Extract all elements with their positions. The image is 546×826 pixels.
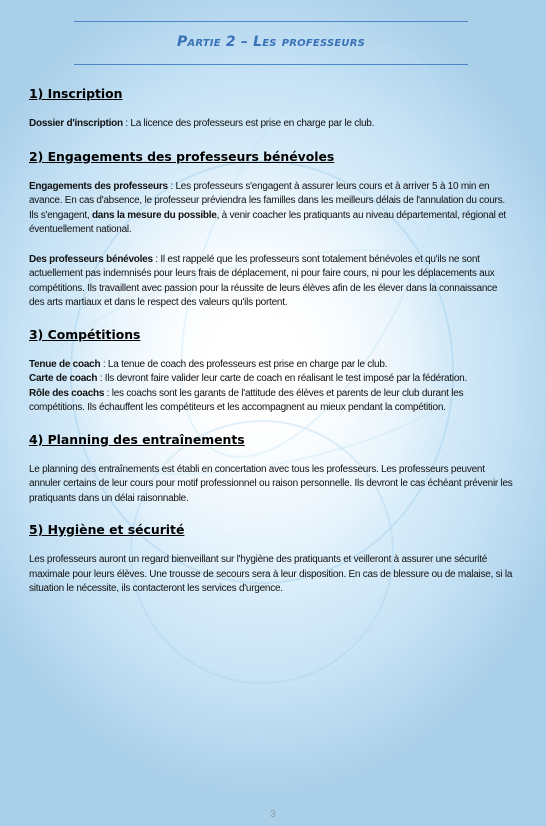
section-heading-engagements: 2) Engagements des professeurs bénévoles [29,148,335,164]
section-heading-inscription: 1) Inscription [29,86,123,101]
page-number: 3 [270,809,276,820]
page-title: Partie 2 – Les professeurs [176,34,366,50]
paragraph-professeurs-benevoles [29,253,515,311]
term-label: Carte de coach [29,373,98,384]
paragraph-dossier-inscription [29,117,515,132]
paragraph-text: : Il est rappelé que les professeurs sont totalement bénévoles et qu'ils ne sont actuellement pas indemnisés pour leurs frais de déplacement, ni pour faire cours, ni pour les déplacements aux compétitions. Ils travaillent avec passion pour la réussite de leurs élèves afin de les élever dans la connaissance des arts martiaux et dans le respect des valeurs qu'ils portent. [29,253,498,308]
paragraph-text: : La licence des professeurs est prise en charge par le club. [122,118,375,129]
paragraph-text: : La tenue de coach des professeurs est prise en charge par le club. [100,358,388,370]
paragraph-planning: Le planning des entraînements est établi en concertation avec tous les professeurs. Les professeurs peuvent annuler certains de leur cours pour motif professionnel ou raison personnelle. Ils devront le cas échéant prévenir les pratiquants dans un délai raisonnable. [29,463,513,504]
paragraph-text: : les coachs sont les garants de l'attitude des élèves et parents de leur club durant les compétitions. Ils échauffent les compétiteurs et les accompagnent au mieux pendant la compétition. [29,387,464,413]
term-label: Dossier d'inscription [29,118,123,129]
term-label: Tenue de coach [29,358,101,370]
emphasis-text: dans la mesure du possible [91,209,217,221]
document-body [29,86,515,597]
paragraph-competitions [29,358,515,416]
term-label: Rôle des coachs [29,387,105,399]
section-heading-planning: 4) Planning des entraînements [29,431,245,447]
section-heading-competitions: 3) Compétitions [29,326,141,342]
term-label: Engagements des professeurs [29,180,168,192]
paragraph-text: , à venir coacher les pratiquants au niveau départemental, régional et éventuellement national. [29,209,506,235]
paragraph-text: : Les professeurs s'engagent à assurer leurs cours et à arriver 5 à 10 min en avance. En cas d'absence, le professeur préviendra les familles dans les meilleurs délais de l'annulation du cours. Ils s'engagent, [29,180,505,221]
section-heading-hygiene: 5) Hygiène et sécurité [29,522,185,537]
term-label: Des professeurs bénévoles [29,253,153,265]
paragraph-text: : Ils devront faire valider leur carte de coach en réalisant le test imposé par la fédération. [97,373,467,384]
title-top-rule [74,21,468,22]
paragraph-hygiene: Les professeurs auront un regard bienveillant sur l'hygiène des pratiquants et veilleront à assurer une sécurité maximale pour leurs élèves. Une trousse de secours sera à leur disposition. En cas de blessure ou de malaise, si la situation le nécessite, ils contacteront les services d'urgence. [29,554,513,594]
paragraph-engagements [29,180,515,238]
title-bottom-rule [74,64,468,65]
